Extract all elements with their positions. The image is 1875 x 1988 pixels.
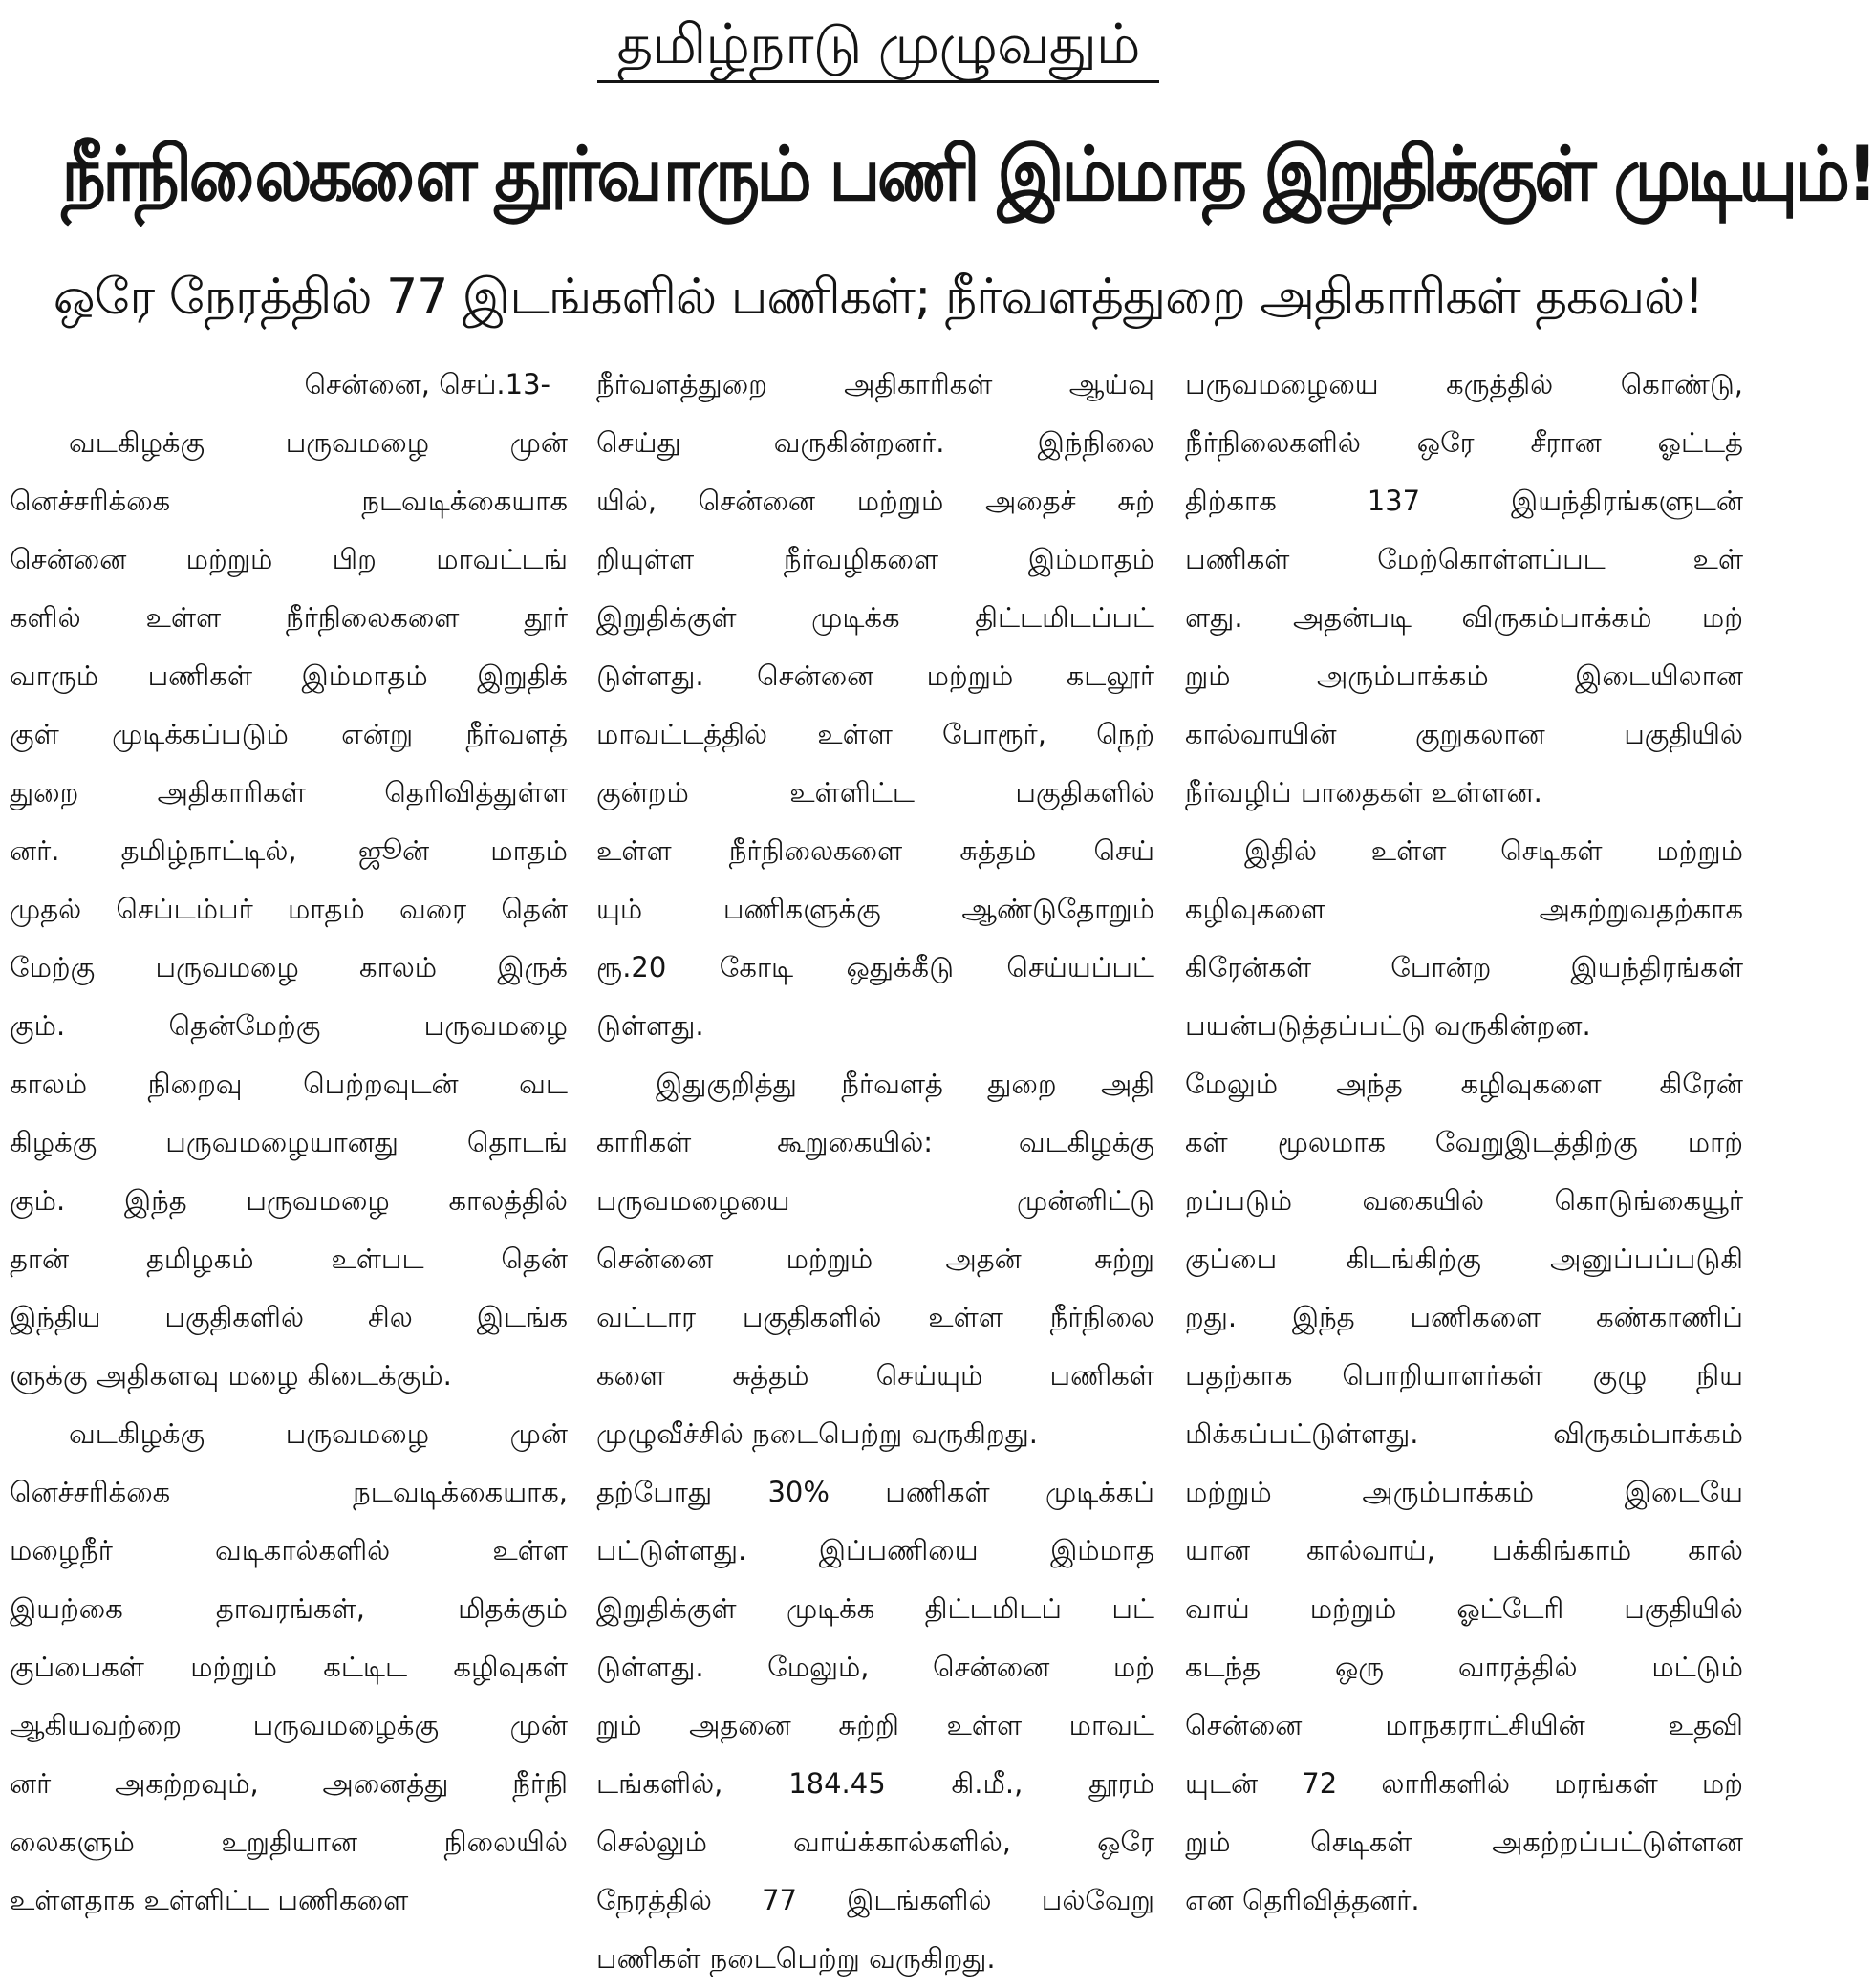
text-line: கடந்த ஒரு வாரத்தில் மட்டும் bbox=[1185, 1651, 1743, 1683]
text-line: கிழக்கு பருவமழையானது தொடங் bbox=[10, 1126, 568, 1158]
text-line: பதற்காக பொறியாளர்கள் குழு நிய bbox=[1185, 1359, 1743, 1392]
text-line: களை சுத்தம் செய்யும் பணிகள் bbox=[596, 1359, 1154, 1392]
text-line: பயன்படுத்தப்பட்டு வருகின்றன. bbox=[1185, 1009, 1591, 1042]
text-line: உள்ள நீர்நிலைகளை சுத்தம் செய் bbox=[596, 834, 1154, 867]
text-line: கழிவுகளை அகற்றுவதற்காக bbox=[1185, 893, 1743, 925]
text-line: உள்ளதாக உள்ளிட்ட பணிகளை bbox=[10, 1884, 409, 1916]
text-line: லைகளும் உறுதியான நிலையில் bbox=[10, 1826, 568, 1858]
text-line: றும் அதனை சுற்றி உள்ள மாவட் bbox=[596, 1709, 1154, 1741]
text-line: னர். தமிழ்நாட்டில், ஜூன் மாதம் bbox=[10, 834, 568, 867]
text-line: யுடன் 72 லாரிகளில் மரங்கள் மற் bbox=[1185, 1767, 1743, 1800]
text-line: றப்படும் வகையில் கொடுங்கையூர் bbox=[1185, 1184, 1743, 1217]
text-line: கிரேன்கள் போன்ற இயந்திரங்கள் bbox=[1185, 951, 1743, 983]
headline: நீர்நிலைகளை தூர்வாரும் பணி இம்மாத இறுதிக்குள் முடியும்! bbox=[61, 132, 1875, 218]
text-line: நீர்வழிப் பாதைகள் உள்ளன. bbox=[1185, 776, 1542, 809]
text-line: னர் அகற்றவும், அனைத்து நீர்நி bbox=[10, 1767, 568, 1800]
text-line: சென்னை மற்றும் அதன் சுற்று bbox=[596, 1242, 1154, 1275]
text-line: பட்டுள்ளது. இப்பணியை இம்மாத bbox=[596, 1534, 1154, 1567]
text-line: துறை அதிகாரிகள் தெரிவித்துள்ள bbox=[10, 776, 568, 809]
text-line: கள் மூலமாக வேறுஇடத்திற்கு மாற் bbox=[1185, 1126, 1743, 1158]
column-1 bbox=[10, 356, 568, 1916]
text-line: டுள்ளது. மேலும், சென்னை மற் bbox=[596, 1651, 1154, 1683]
text-line: முதல் செப்டம்பர் மாதம் வரை தென் bbox=[10, 893, 568, 925]
text-line: களில் உள்ள நீர்நிலைகளை தூர் bbox=[10, 601, 568, 634]
text-line: கும். தென்மேற்கு பருவமழை bbox=[10, 1009, 568, 1042]
text-line: இதில் உள்ள செடிகள் மற்றும் bbox=[1244, 834, 1743, 867]
text-line: ரூ.20 கோடி ஒதுக்கீடு செய்யப்பட் bbox=[596, 951, 1154, 983]
text-line: பணிகள் நடைபெற்று வருகிறது. bbox=[596, 1942, 996, 1975]
text-line: என தெரிவித்தனர். bbox=[1185, 1884, 1420, 1916]
text-line: சென்னை மற்றும் பிற மாவட்டங் bbox=[10, 543, 568, 575]
text-line: டுள்ளது. bbox=[596, 1009, 704, 1042]
text-line: ஆகியவற்றை பருவமழைக்கு முன் bbox=[10, 1709, 568, 1741]
text-line: செல்லும் வாய்க்கால்களில், ஒரே bbox=[596, 1826, 1154, 1858]
text-line: மாவட்டத்தில் உள்ள போரூர், நெற் bbox=[596, 718, 1154, 750]
text-line: மேலும் அந்த கழிவுகளை கிரேன் bbox=[1185, 1068, 1743, 1100]
text-line: மழைநீர் வடிகால்களில் உள்ள bbox=[10, 1534, 568, 1567]
text-line: நீர்வளத்துறை அதிகாரிகள் ஆய்வு bbox=[596, 368, 1154, 400]
text-line: திற்காக 137 இயந்திரங்களுடன் bbox=[1185, 485, 1743, 517]
text-line: இதுகுறித்து நீர்வளத் துறை அதி bbox=[656, 1068, 1154, 1100]
text-line: யும் பணிகளுக்கு ஆண்டுதோறும் bbox=[596, 893, 1154, 925]
text-line: பணிகள் மேற்கொள்ளப்பட உள் bbox=[1185, 543, 1743, 575]
text-line: பருவமழையை முன்னிட்டு bbox=[596, 1184, 1154, 1217]
text-line: டங்களில், 184.45 கி.மீ., தூரம் bbox=[596, 1767, 1154, 1800]
text-line: காலம் நிறைவு பெற்றவுடன் வட bbox=[10, 1068, 568, 1100]
text-line: னெச்சரிக்கை நடவடிக்கையாக bbox=[10, 485, 568, 517]
text-line: இறுதிக்குள் முடிக்க திட்டமிடப் பட் bbox=[596, 1592, 1154, 1625]
text-line: சென்னை மாநகராட்சியின் உதவி bbox=[1185, 1709, 1743, 1741]
text-line: னெச்சரிக்கை நடவடிக்கையாக, bbox=[10, 1476, 568, 1508]
text-line: ளுக்கு அதிகளவு மழை கிடைக்கும். bbox=[10, 1359, 452, 1392]
text-line: வாரும் பணிகள் இம்மாதம் இறுதிக் bbox=[10, 659, 568, 692]
text-line: மிக்கப்பட்டுள்ளது. விருகம்பாக்கம் bbox=[1185, 1417, 1743, 1450]
text-line: குப்பை கிடங்கிற்கு அனுப்பப்படுகி bbox=[1185, 1242, 1743, 1275]
text-line: மேற்கு பருவமழை காலம் இருக் bbox=[10, 951, 568, 983]
text-line: றது. இந்த பணிகளை கண்காணிப் bbox=[1185, 1301, 1743, 1333]
kicker-text: தமிழ்நாடு முழுவதும் bbox=[597, 8, 1158, 83]
text-line: தற்போது 30% பணிகள் முடிக்கப் bbox=[596, 1476, 1154, 1508]
column-2 bbox=[596, 356, 1154, 1975]
subheadline: ஒரே நேரத்தில் 77 இடங்களில் பணிகள்; நீர்வளத்துறை அதிகாரிகள் தகவல்! bbox=[53, 269, 1704, 326]
text-line: பருவமழையை கருத்தில் கொண்டு, bbox=[1185, 368, 1743, 400]
text-line: வட்டார பகுதிகளில் உள்ள நீர்நிலை bbox=[596, 1301, 1154, 1333]
text-line: காரிகள் கூறுகையில்: வடகிழக்கு bbox=[596, 1126, 1154, 1158]
text-line: வடகிழக்கு பருவமழை முன் bbox=[69, 426, 568, 459]
text-line: மற்றும் அரும்பாக்கம் இடையே bbox=[1185, 1476, 1743, 1508]
text-line: றும் அரும்பாக்கம் இடையிலான bbox=[1185, 659, 1743, 692]
text-line: குன்றம் உள்ளிட்ட பகுதிகளில் bbox=[596, 776, 1154, 809]
text-line: நீர்நிலைகளில் ஒரே சீரான ஓட்டத் bbox=[1185, 426, 1743, 459]
text-line: வடகிழக்கு பருவமழை முன் bbox=[69, 1417, 568, 1450]
text-line: டுள்ளது. சென்னை மற்றும் கடலூர் bbox=[596, 659, 1154, 692]
text-line: யான கால்வாய், பக்கிங்காம் கால் bbox=[1185, 1534, 1743, 1567]
text-line: கால்வாயின் குறுகலான பகுதியில் bbox=[1185, 718, 1743, 750]
text-line: குள் முடிக்கப்படும் என்று நீர்வளத் bbox=[10, 718, 568, 750]
text-line: முழுவீச்சில் நடைபெற்று வருகிறது. bbox=[596, 1417, 1038, 1450]
text-line: றும் செடிகள் அகற்றப்பட்டுள்ளன bbox=[1185, 1826, 1743, 1858]
text-line: இந்திய பகுதிகளில் சில இடங்க bbox=[10, 1301, 568, 1333]
kicker bbox=[0, 8, 1756, 83]
text-line: குப்பைகள் மற்றும் கட்டிட கழிவுகள் bbox=[10, 1651, 568, 1683]
text-line: செய்து வருகின்றனர். இந்நிலை bbox=[596, 426, 1154, 459]
text-line: யில், சென்னை மற்றும் அதைச் சுற் bbox=[596, 485, 1154, 517]
text-line: நேரத்தில் 77 இடங்களில் பல்வேறு bbox=[596, 1884, 1154, 1916]
text-line: இயற்கை தாவரங்கள், மிதக்கும் bbox=[10, 1592, 568, 1625]
text-line: சென்னை, செப்.13- bbox=[304, 368, 550, 400]
text-line: வாய் மற்றும் ஓட்டேரி பகுதியில் bbox=[1185, 1592, 1743, 1625]
text-line: றியுள்ள நீர்வழிகளை இம்மாதம் bbox=[596, 543, 1154, 575]
text-line: இறுதிக்குள் முடிக்க திட்டமிடப்பட் bbox=[596, 601, 1154, 634]
text-line: ளது. அதன்படி விருகம்பாக்கம் மற் bbox=[1185, 601, 1743, 634]
text-line: கும். இந்த பருவமழை காலத்தில் bbox=[10, 1184, 568, 1217]
column-3 bbox=[1185, 356, 1743, 1916]
text-line: தான் தமிழகம் உள்பட தென் bbox=[10, 1242, 568, 1275]
